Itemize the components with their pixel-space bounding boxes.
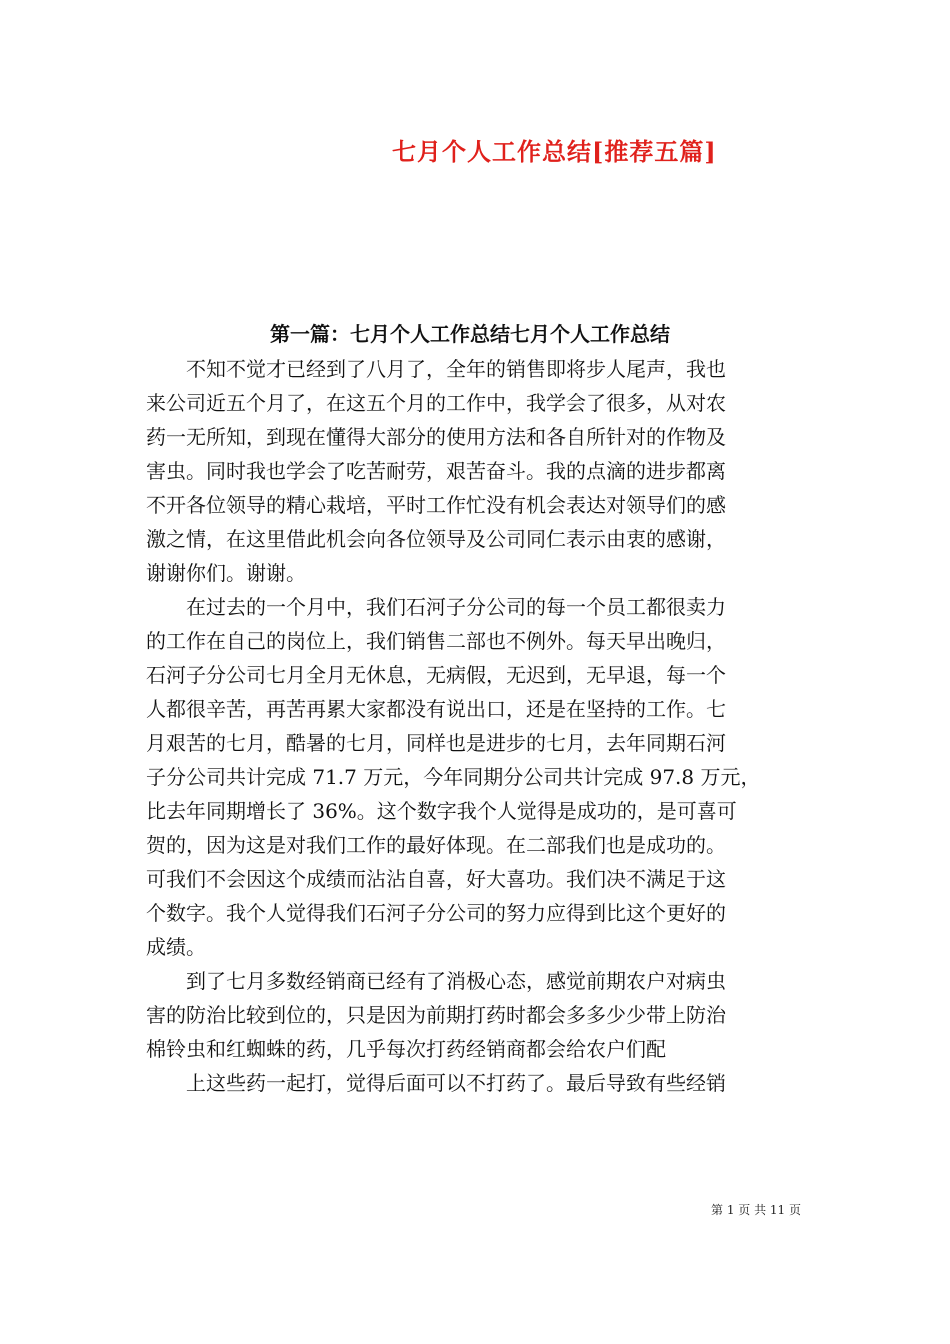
text-line: 激之情，在这里借此机会向各位领导及公司同仁表示由衷的感谢，: [146, 527, 726, 551]
text-line: 子分公司共计完成 71.7 万元，今年同期分公司共计完成 97.8 万元，: [146, 765, 761, 789]
text-line: 害虫。同时我也学会了吃苦耐劳，艰苦奋斗。我的点滴的进步都离: [146, 459, 726, 483]
text-line: 的工作在自己的岗位上，我们销售二部也不例外。每天早出晚归，: [146, 629, 726, 653]
text-line: 棉铃虫和红蜘蛛的药，几乎每次打药经销商都会给农户们配: [146, 1037, 666, 1061]
text-line: 到了七月多数经销商已经有了消极心态，感觉前期农户对病虫: [146, 969, 726, 993]
section-heading: 第一篇：七月个人工作总结七月个人工作总结: [270, 322, 670, 346]
text-line: 成绩。: [146, 935, 206, 959]
body-text: [146, 352, 806, 1100]
page-number-footer: 第 1 页 共 11 页: [711, 1203, 801, 1217]
text-line: 在过去的一个月中，我们石河子分公司的每一个员工都很卖力: [146, 595, 726, 619]
text-line: 人都很辛苦，再苦再累大家都没有说出口，还是在坚持的工作。七: [146, 697, 726, 721]
text-line: 月艰苦的七月，酷暑的七月，同样也是进步的七月，去年同期石河: [146, 731, 726, 755]
text-line: 药一无所知，到现在懂得大部分的使用方法和各自所针对的作物及: [146, 425, 726, 449]
text-line: 比去年同期增长了 36%。这个数字我个人觉得是成功的，是可喜可: [146, 799, 737, 823]
text-line: 不开各位领导的精心栽培，平时工作忙没有机会表达对领导们的感: [146, 493, 726, 517]
text-line: 谢谢你们。谢谢。: [146, 561, 306, 585]
text-line: 石河子分公司七月全月无休息，无病假，无迟到，无早退，每一个: [146, 663, 726, 687]
text-line: 害的防治比较到位的，只是因为前期打药时都会多多少少带上防治: [146, 1003, 726, 1027]
document-title: 七月个人工作总结[推荐五篇]: [392, 137, 717, 166]
text-line: 上这些药一起打，觉得后面可以不打药了。最后导致有些经销: [146, 1071, 726, 1095]
text-line: 个数字。我个人觉得我们石河子分公司的努力应得到比这个更好的: [146, 901, 726, 925]
text-line: 贺的，因为这是对我们工作的最好体现。在二部我们也是成功的。: [146, 833, 726, 857]
text-line: 可我们不会因这个成绩而沾沾自喜，好大喜功。我们决不满足于这: [146, 867, 726, 891]
text-line: 来公司近五个月了，在这五个月的工作中，我学会了很多，从对农: [146, 391, 726, 415]
text-line: 不知不觉才已经到了八月了，全年的销售即将步人尾声，我也: [146, 357, 726, 381]
